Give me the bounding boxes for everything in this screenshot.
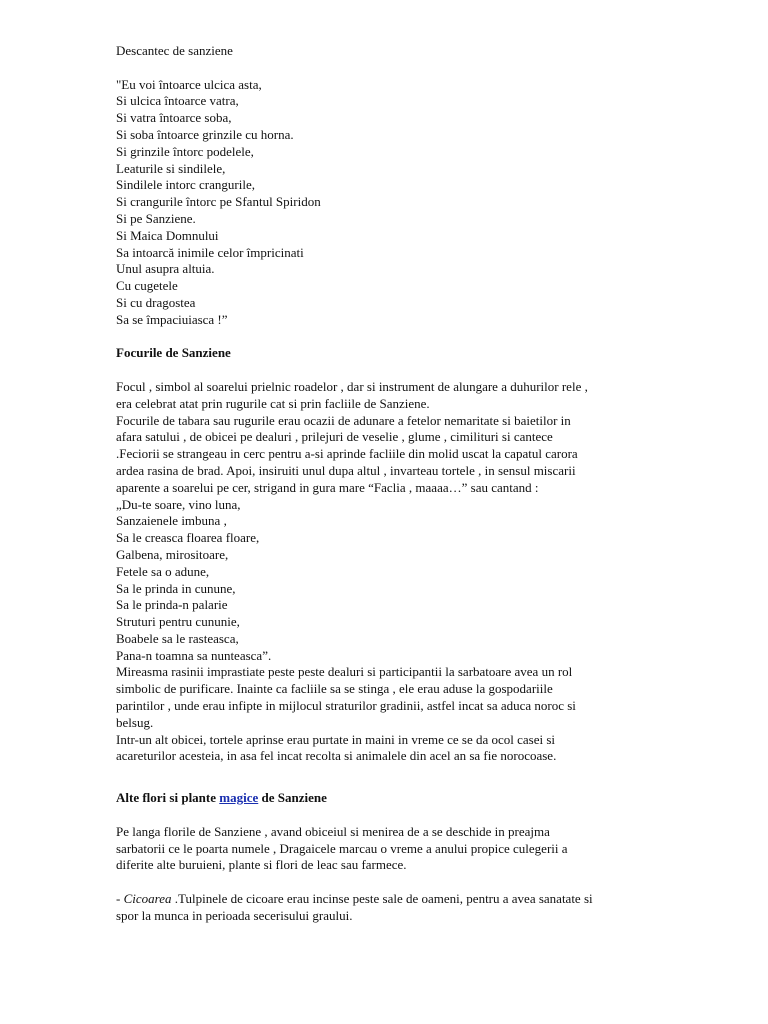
magice-link[interactable]: magice: [219, 790, 259, 806]
paragraph-line: ardea rasina de brad. Apoi, insiruiti unul dupa altul , invarteau tortele , in sensul miscarii: [116, 462, 576, 478]
purificare-paragraph: [116, 664, 706, 765]
song-line: Fetele sa o adune,: [116, 563, 210, 579]
spacer: [116, 874, 706, 891]
poem-line: "Eu voi întoarce ulcica asta,: [116, 76, 262, 92]
poem-line: Sa se împaciuiasca !”: [116, 311, 228, 327]
paragraph-line: Mireasma rasinii imprastiate peste peste dealuri si participantii la sarbatoare avea un rol: [116, 664, 573, 680]
spacer: [116, 765, 706, 790]
song-line: Sa le creasca floarea floare,: [116, 530, 260, 546]
poem-line: Cu cugetele: [116, 278, 178, 294]
section-heading-focurile: Focurile de Sanziene: [116, 345, 231, 361]
spacer: [116, 807, 706, 824]
focurile-paragraph: [116, 379, 706, 497]
item-text: .Tulpinele de cicoare erau incinse peste sale de oameni, pentru a avea sanatate si: [171, 891, 593, 907]
spacer: [116, 362, 706, 379]
song-line: Sa le prinda in cunune,: [116, 580, 236, 596]
paragraph-line: Intr-un alt obicei, tortele aprinse erau purtate in maini in vreme ce se da ocol casei si: [116, 731, 556, 747]
poem-line: Leaturile si sindilele,: [116, 160, 226, 176]
song-line: Sanzaienele imbuna ,: [116, 513, 227, 529]
document-page: [116, 43, 706, 925]
poem-line: Si ulcica întoarce vatra,: [116, 93, 239, 109]
paragraph-line: sarbatorii ce le poarta numele , Dragaicele marcau o vreme a anului propice culegerii a: [116, 840, 568, 856]
spacer: [116, 329, 706, 346]
paragraph-line: diferite alte buruieni, plante si flori de leac sau farmece.: [116, 857, 407, 873]
document-title: Descantec de sanziene: [116, 43, 233, 58]
poem-line: Si soba întoarce grinzile cu horna.: [116, 126, 294, 142]
paragraph-line: [116, 891, 706, 908]
song-line: Boabele sa le rasteasca,: [116, 630, 239, 646]
cicoarea-item: [116, 891, 706, 925]
song-line: Sa le prinda-n palarie: [116, 597, 228, 613]
paragraph-line: belsug.: [116, 714, 154, 730]
item-dash: -: [116, 891, 124, 907]
paragraph-line: Focurile de tabara sau rugurile erau ocazii de adunare a fetelor nemaritate si baietilor in: [116, 412, 571, 428]
heading-text-after: de Sanziene: [258, 790, 327, 806]
heading-text-before: Alte flori si plante: [116, 790, 220, 806]
poem-line: Sindilele intorc crangurile,: [116, 177, 255, 193]
song-verses: [116, 497, 706, 665]
plant-name-cicoarea: Cicoarea: [123, 891, 172, 907]
poem-line: Si cu dragostea: [116, 294, 196, 310]
alte-flori-paragraph: [116, 824, 706, 874]
song-line: „Du-te soare, vino luna,: [116, 496, 241, 512]
paragraph-line: acareturilor acesteia, in asa fel incat recolta si animalele din acel an sa fie norocoase.: [116, 748, 557, 764]
paragraph-line: Focul , simbol al soarelui prielnic roadelor , dar si instrument de alungare a duhurilor rele ,: [116, 378, 588, 394]
section-heading-alte-flori: [116, 790, 706, 807]
paragraph-line: afara satului , de obicei pe dealuri , prilejuri de veselie , glume , cimilituri si cantece: [116, 429, 553, 445]
poem-line: Sa intoarcă inimile celor împricinati: [116, 244, 304, 260]
poem-descantec: [116, 77, 706, 329]
paragraph-line: spor la munca in perioada secerisului graului.: [116, 907, 353, 923]
poem-line: Si crangurile întorc pe Sfantul Spiridon: [116, 194, 321, 210]
poem-line: Unul asupra altuia.: [116, 261, 215, 277]
paragraph-line: .Feciorii se strangeau in cerc pentru a-si aprinde facliile din molid uscat la capatul carora: [116, 446, 578, 462]
paragraph-line: parintilor , unde erau infipte in mijlocul straturilor gradinii, astfel incat sa aduca noroc si: [116, 698, 576, 714]
song-line: Pana-n toamna sa nunteasca”.: [116, 647, 272, 663]
spacer: [116, 60, 706, 77]
paragraph-line: aparente a soarelui pe cer, strigand in gura mare “Faclia , maaaa…” sau cantand :: [116, 479, 539, 495]
song-line: Galbena, mirositoare,: [116, 546, 229, 562]
poem-line: Si Maica Domnului: [116, 227, 219, 243]
poem-line: Si grinzile întorc podelele,: [116, 143, 254, 159]
poem-line: Si vatra întoarce soba,: [116, 110, 232, 126]
paragraph-line: simbolic de purificare. Inainte ca facliile sa se stinga , ele erau aduse la gospodariile: [116, 681, 553, 697]
paragraph-line: Pe langa florile de Sanziene , avand obiceiul si menirea de a se deschide in preajma: [116, 823, 550, 839]
paragraph-line: era celebrat atat prin rugurile cat si prin facliile de Sanziene.: [116, 395, 430, 411]
song-line: Struturi pentru cununie,: [116, 614, 240, 630]
poem-line: Si pe Sanziene.: [116, 210, 196, 226]
